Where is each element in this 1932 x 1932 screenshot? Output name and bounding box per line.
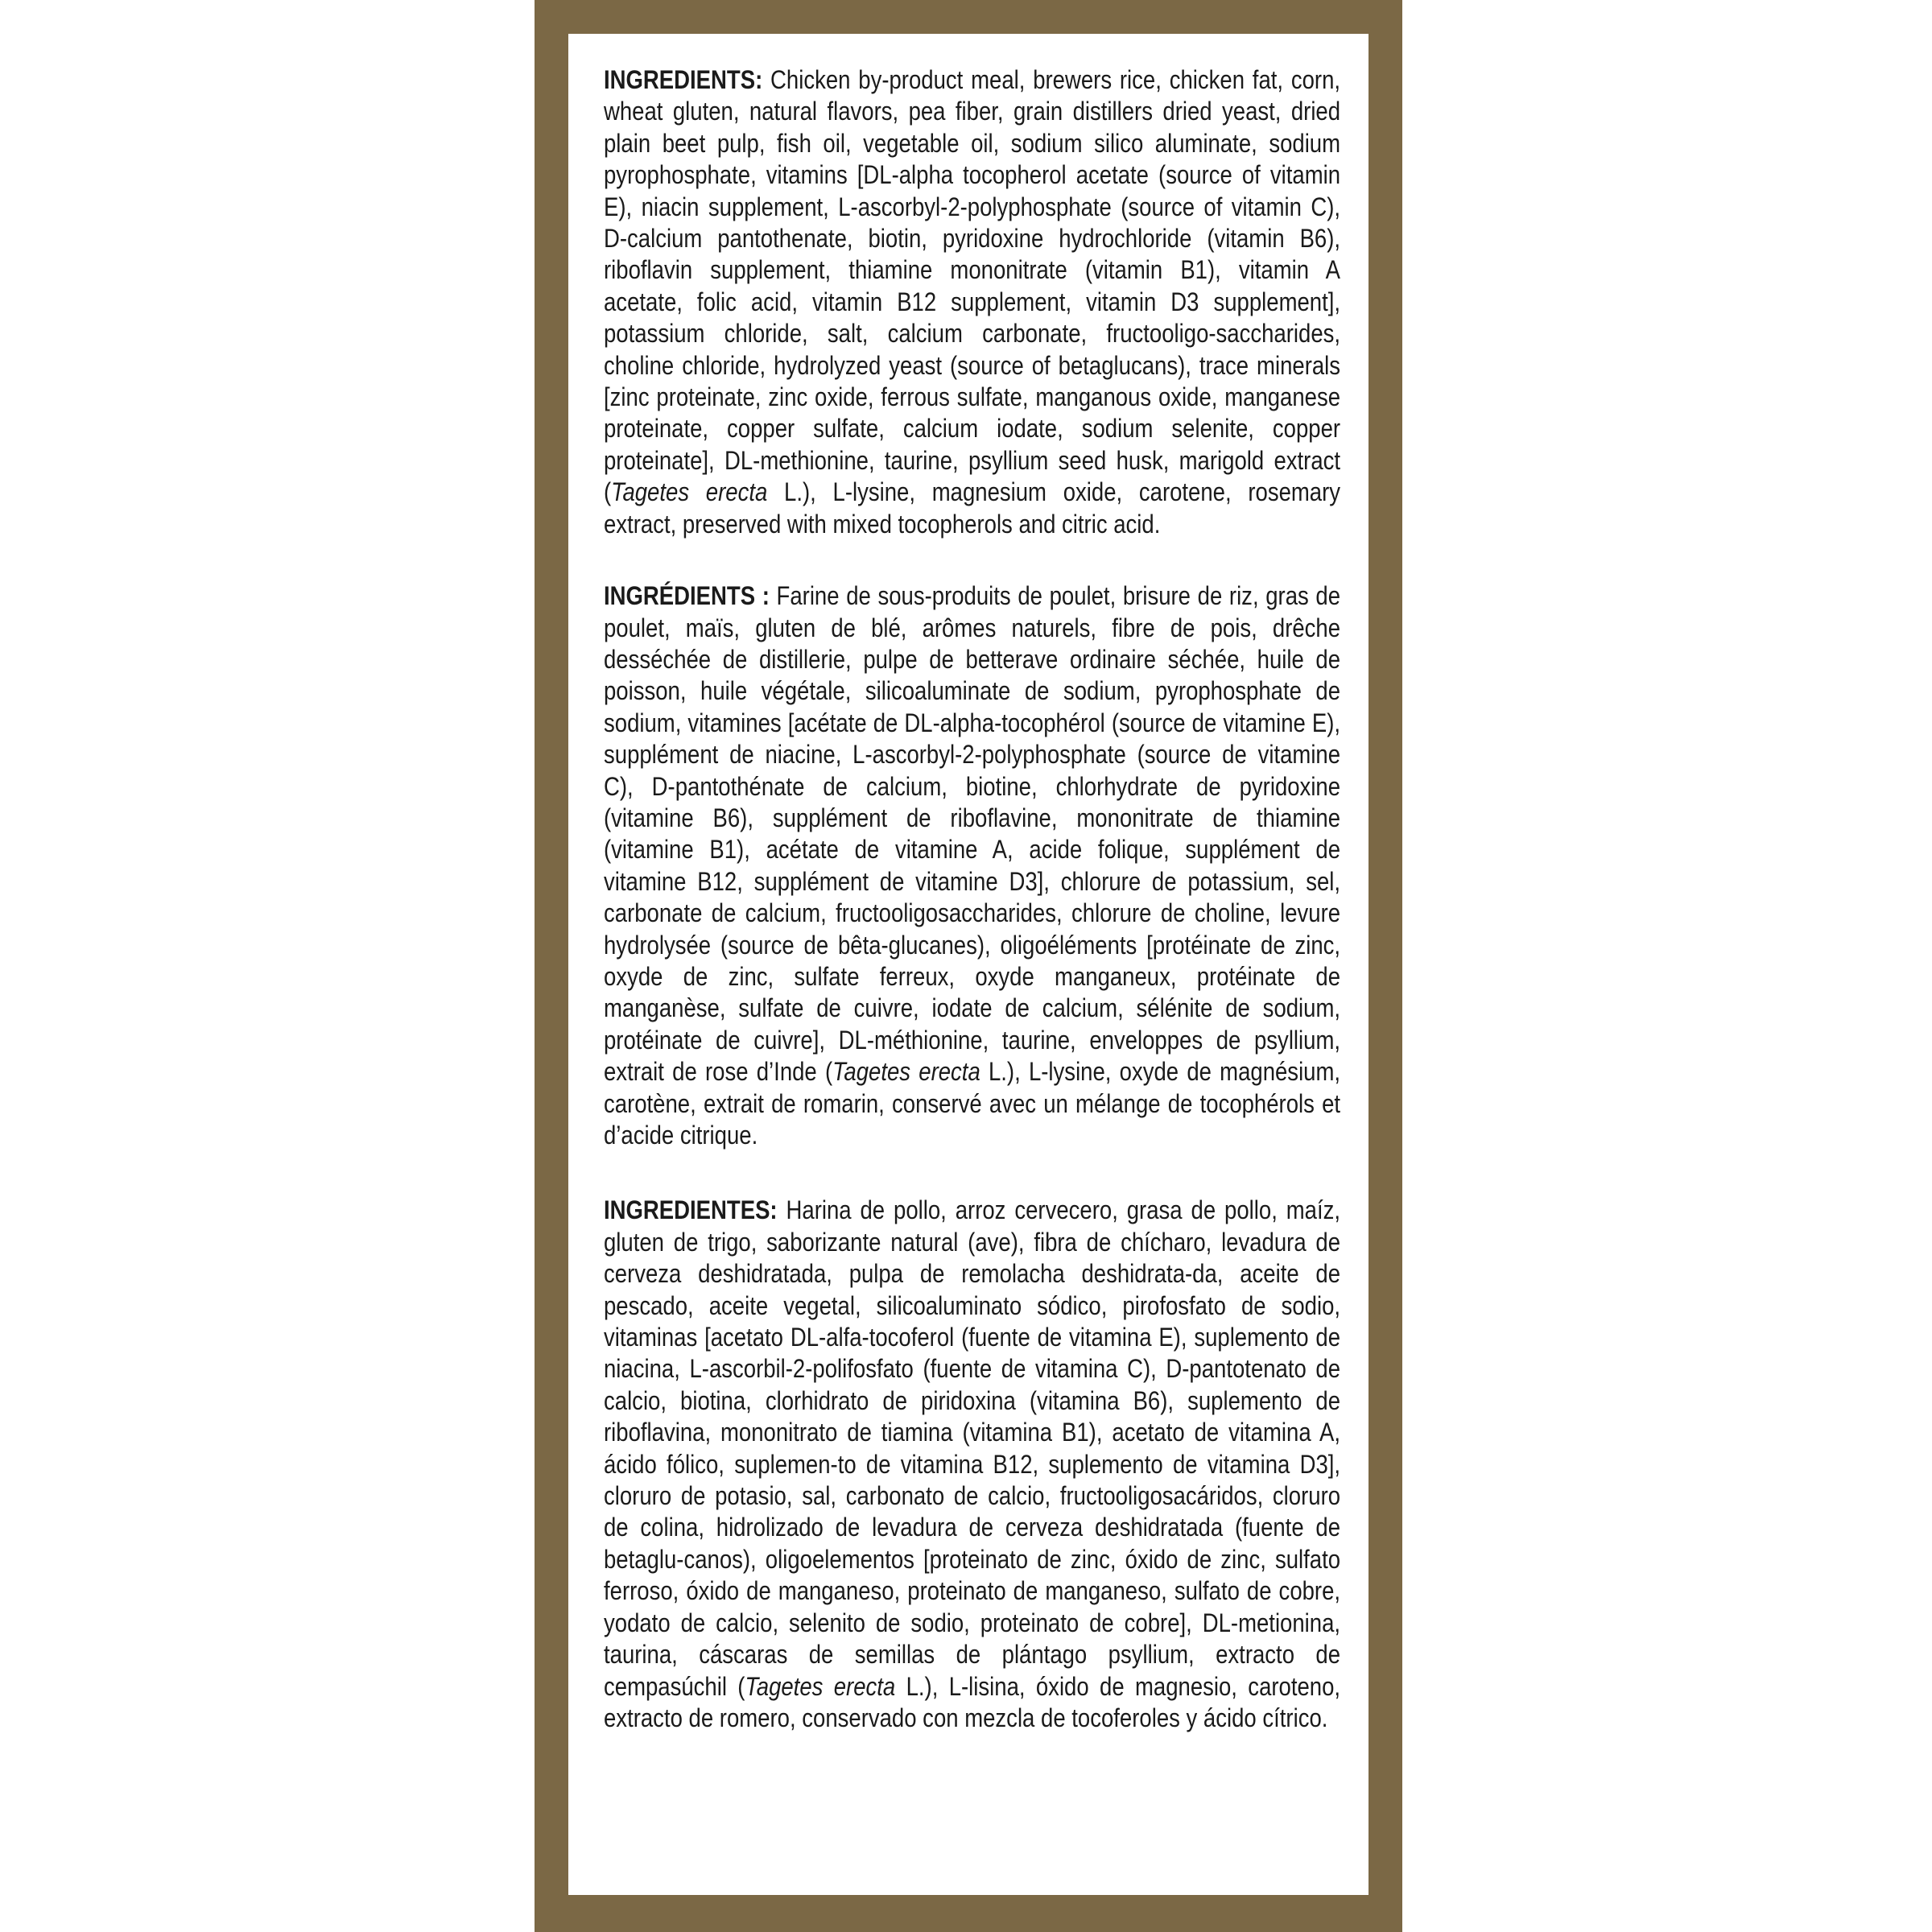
ingredients-french-species: Tagetes erecta xyxy=(832,1057,980,1087)
ingredients-french-heading: INGRÉDIENTS : xyxy=(604,581,770,611)
ingredients-english-text-end: L.), L-lysine, magnesium oxide, carotene, rosemary extract, preserved with mixed tocopherols and citric acid. xyxy=(604,477,1341,539)
ingredients-spanish-text: Harina de pollo, arroz cervecero, grasa de pollo, maíz, gluten de trigo, saborizante natural (ave), fibra de chícharo, levadura de cerveza deshidratada, pulpa de remolacha deshidrata-da, aceite de pescado, aceite vegetal, silicoaluminato sódico, pirofosfato de sodio, vitaminas [acetato DL-alfa-tocoferol (fuente de vitamina E), suplemento de niacina, L-ascorbil-2-polifosfato (fuente de vitamina C), D-pantotenato de calcio, biotina, clorhidrato de piridoxina (vitamina B6), suplemento de riboflavina, mononitrato de tiamina (vitamina B1), acetato de vitamina A, ácido fólico, suplemen-to de vitamina B12, suplemento de vitamina D3], cloruro de potasio, sal, carbonato de calcio, fructooligosacáridos, cloruro de colina, hidrolizado de levadura de cerveza deshidratada (fuente de betaglu-canos), oligoelementos [proteinato de zinc, óxido de zinc, sulfato ferroso, óxido de manganeso, proteinato de manganeso, sulfato de cobre, yodato de calcio, selenito de sodio, proteinato de cobre], DL-metionina, taurina, cáscaras de semillas de plántago psyllium, extracto de cempasúchil ( xyxy=(604,1195,1341,1701)
ingredients-english-text: Chicken by-product meal, brewers rice, chicken fat, corn, wheat gluten, natural flavors, pea fiber, grain distillers dried yeast, dried plain beet pulp, fish oil, vegetable oil, sodium silico aluminate, sodium pyrophosphate, vitamins [DL-alpha tocopherol acetate (source of vitamin E), niacin supplement, L-ascorbyl-2-polyphosphate (source of vitamin C), D-calcium pantothenate, biotin, pyridoxine hydrochloride (vitamin B6), riboflavin supplement, thiamine mononitrate (vitamin B1), vitamin A acetate, folic acid, vitamin B12 supplement, vitamin D3 supplement], potassium chloride, salt, calcium carbonate, fructooligo-saccharides, choline chloride, hydrolyzed yeast (source of betaglucans), trace minerals [zinc proteinate, zinc oxide, ferrous sulfate, manganous oxide, manganese proteinate, copper sulfate, calcium iodate, sodium selenite, copper proteinate], DL-methionine, taurine, psyllium seed husk, marigold extract ( xyxy=(604,65,1341,507)
ingredients-french-text: Farine de sous-produits de poulet, brisure de riz, gras de poulet, maïs, gluten de blé, arômes naturels, fibre de pois, drêche desséchée de distillerie, pulpe de betterave ordinaire séchée, huile de poisson, huile végétale, silicoaluminate de sodium, pyrophosphate de sodium, vitamines [acétate de DL-alpha-tocophérol (source de vitamine E), supplément de niacine, L-ascorbyl-2-polyphosphate (source de vitamine C), D-pantothénate de calcium, biotine, chlorhydrate de pyridoxine (vitamine B6), supplément de riboflavine, mononitrate de thiamine (vitamine B1), acétate de vitamine A, acide folique, supplément de vitamine B12, supplément de vitamine D3], chlorure de potassium, sel, carbonate de calcium, fructooligosaccharides, chlorure de choline, levure hydrolysée (source de bêta-glucanes), oligoéléments [protéinate de zinc, oxyde de zinc, sulfate ferreux, oxyde manganeux, protéinate de manganèse, sulfate de cuivre, iodate de calcium, sélénite de sodium, protéinate de cuivre], DL-méthionine, taurine, enveloppes de psyllium, extrait de rose d’Inde ( xyxy=(604,581,1341,1087)
ingredients-english-heading: INGREDIENTS: xyxy=(604,65,763,94)
label-border xyxy=(535,0,1402,1932)
ingredients-spanish-species: Tagetes erecta xyxy=(745,1671,896,1701)
ingredients-french xyxy=(604,580,1340,1151)
ingredients-english-species: Tagetes erecta xyxy=(611,477,768,507)
ingredients-spanish-heading: INGREDIENTES: xyxy=(604,1195,778,1225)
ingredients-spanish xyxy=(604,1195,1340,1734)
ingredients-english xyxy=(604,64,1340,540)
ingredients-spanish-text-end: L.), L-lisina, óxido de magnesio, caroteno, extracto de romero, conservado con mezcla de tocoferoles y ácido cítrico. xyxy=(604,1671,1341,1732)
ingredients-panel xyxy=(568,34,1368,1895)
ingredients-french-text-end: L.), L-lysine, oxyde de magnésium, carotène, extrait de romarin, conservé avec un mélange de tocophérols et d’acide citrique. xyxy=(604,1057,1341,1150)
